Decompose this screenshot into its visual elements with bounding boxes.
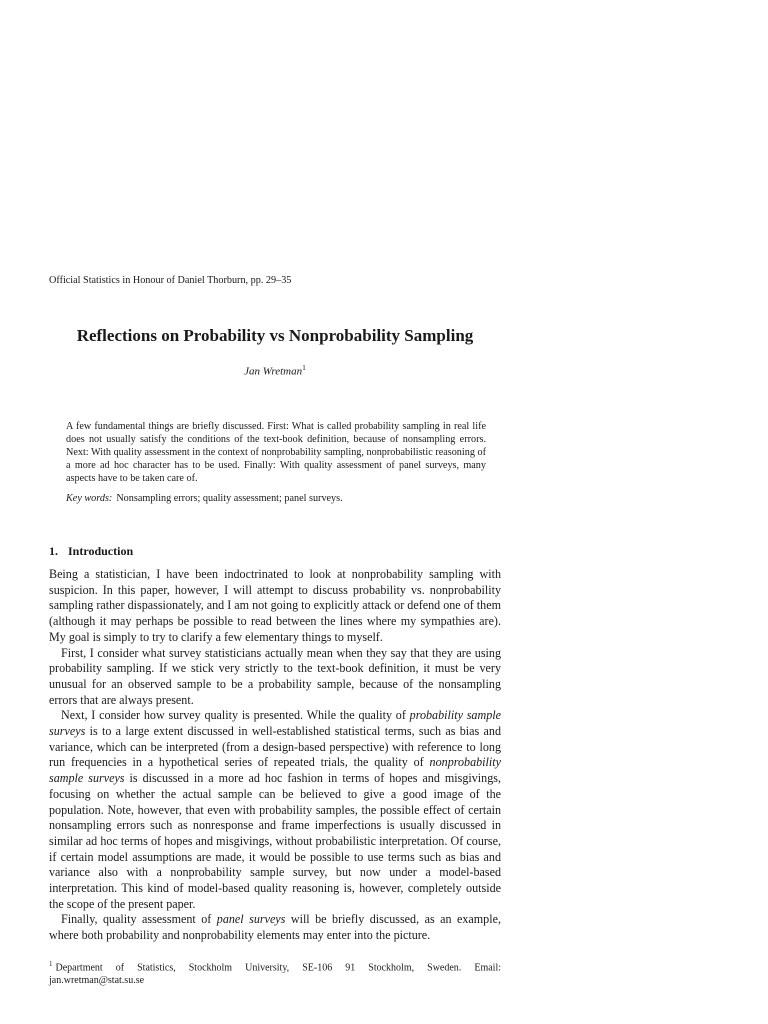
keywords [66, 492, 486, 506]
emphasis-panel-surveys: panel surveys [216, 912, 286, 927]
keywords-label: Key words: [66, 493, 113, 504]
section-title: Introduction [68, 544, 134, 558]
paragraph-3-text-a: Next, I consider how survey quality is presented. While the quality of [61, 708, 410, 723]
paragraph-4-text-a: Finally, quality assessment of [61, 912, 217, 927]
author-line [0, 360, 550, 380]
emphasis-nonprobability-sample-surveys: nonprobability sample surveys [49, 755, 501, 786]
footnote-mark: 1 [49, 960, 53, 968]
author-name: Jan Wretman [244, 365, 303, 378]
paper-title: Reflections on Probability vs Nonprobability Sampling [76, 326, 474, 345]
paragraph-4 [49, 912, 501, 943]
footnote [49, 958, 501, 987]
paragraph-3 [49, 708, 501, 912]
paragraph-1: Being a statistician, I have been indoctrinated to look at nonprobability sampling with suspicion. In this paper, however, I will attempt to discuss probability vs. nonprobability sampling rather dispassionately, and I am not going to explicitly attack or defend one of them (although it may perhaps be possible to read between the lines where my sympathies are). My goal is simply to try to clarify a few elementary things to myself. [49, 567, 501, 644]
paragraph-3-text-c: is discussed in a more ad hoc fashion in terms of hopes and misgivings, focusing on whether the actual sample can be believed to give a good image of the population. Note, however, that even with probability samples, the possible effect of certain nonsampling errors such as nonresponse and frame imperfections is usually discussed in similar ad hoc terms of hopes and misgivings, without probabilistic interpretation. Of course, if certain model assumptions are made, it would be possible to use terms such as bias and variance also with a nonprobability sample survey, but now under a model-based interpretation. This kind of model-based quality reasoning is, however, completely outside the scope of the present paper. [49, 771, 501, 911]
abstract: A few fundamental things are briefly discussed. First: What is called probability sampling in real life does not usually satisfy the conditions of the text-book definition, because of nonsampling errors. Next: With quality assessment in the context of nonprobability sampling, nonprobabilistic reasoning of a more ad hoc character has to be used. Finally: With quality assessment of panel surveys, many aspects have to be taken care of. [66, 421, 486, 485]
section-heading [49, 543, 133, 559]
paragraph-4-text-b: will be briefly discussed, as an example, where both probability and nonprobability elements may enter into the picture. [49, 912, 501, 943]
emphasis-probability-sample-surveys: probability sample surveys [49, 708, 501, 739]
body-text [49, 567, 501, 944]
keywords-text: Nonsampling errors; quality assessment; panel surveys. [116, 493, 343, 504]
section-number: 1. [49, 544, 58, 558]
footnote-text: Department of Statistics, Stockholm University, SE-106 91 Stockholm, Sweden. Email: jan.wretman@stat.su.se [49, 962, 501, 986]
running-head: Official Statistics in Honour of Daniel Thorburn, pp. 29–35 [49, 275, 292, 286]
author-footnote-mark: 1 [302, 363, 306, 372]
paragraph-3-text-b: is to a large extent discussed in well-established statistical terms, such as bias and variance, which can be interpreted (from a design-based perspective) with reference to long run frequencies in a hypothetical series of repeated trials, the quality of [49, 724, 501, 770]
paragraph-2: First, I consider what survey statisticians actually mean when they say that they are using probability sampling. If we stick very strictly to the text-book definition, it must be very unusual for an observed sample to be a probability sample, because of the nonsampling errors that are always present. [49, 645, 501, 707]
